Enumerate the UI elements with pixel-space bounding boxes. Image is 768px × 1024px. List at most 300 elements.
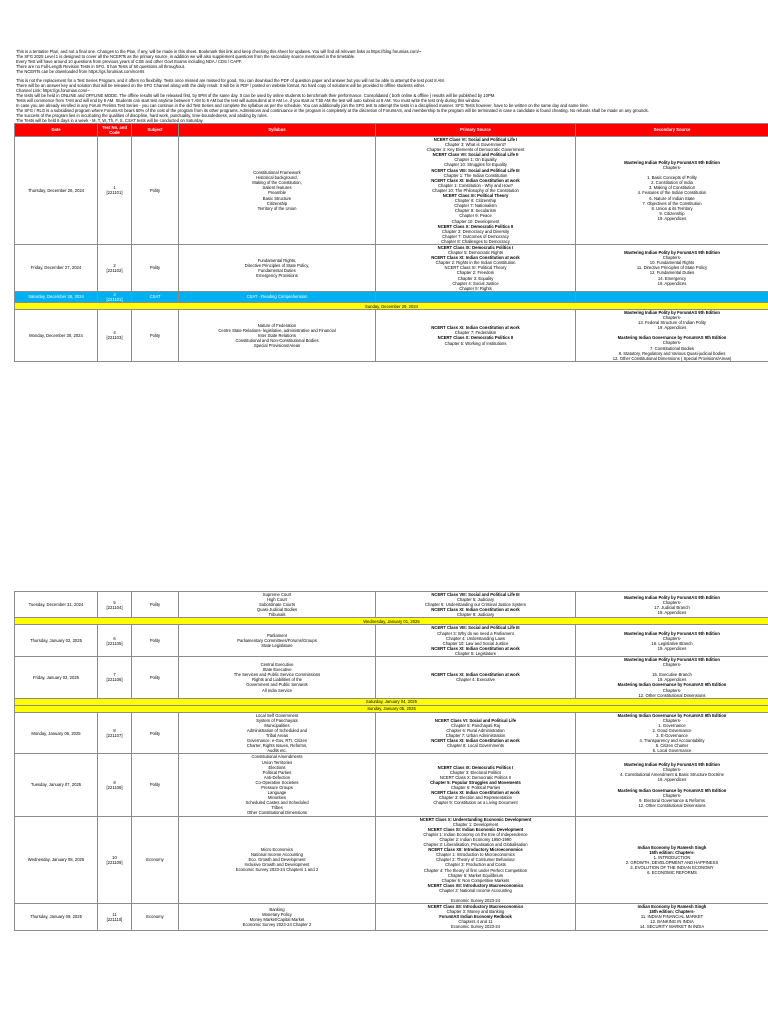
- cell-line: 9. Electoral Governance & Reforms: [639, 797, 705, 803]
- syllabus-cell: [179, 904, 376, 930]
- primary-source-cell: [376, 244, 576, 291]
- cell-line: NCERT Class X: Democratic Politics II: [437, 223, 514, 229]
- cell-line: Chapter 4: Understanding Laws: [446, 635, 505, 641]
- syllabus-cell: [179, 657, 376, 699]
- cell-line: 8. Union & its Territory: [651, 205, 693, 211]
- intro-line: This is not the replacement for a Test Series Program, and it offers no flexibility. Tests once missed are missed for good. You can download the PDF of question paper and answer but you will not be able to attempt the test post 8 AM.: [16, 78, 445, 83]
- cell-line: 2. Good Governance: [652, 727, 692, 733]
- cell-line: Chapter 3: Money and Banking: [446, 909, 505, 915]
- test-code: [221106]: [106, 677, 123, 683]
- cell-line: The Services and Public Service Commissions: [233, 672, 321, 678]
- cell-line: NCERT Class XI: Political Theory: [444, 265, 507, 271]
- cell-line: 19. Appendices: [657, 325, 687, 331]
- cell-line: Nature of Federation: [257, 322, 297, 328]
- cell-line: Administration of Scheduled and: [246, 727, 308, 733]
- cell-line: Central Executive: [260, 662, 294, 668]
- cell-line: System of Panchayats: [256, 717, 298, 723]
- cell-line: NCERT Class VIII: Social and Political Life III: [431, 167, 520, 173]
- subject-cell: Polity: [132, 137, 179, 245]
- csat-row: [15, 291, 768, 302]
- cell-line: 13. Federal Structure of Indian Polity: [638, 320, 706, 326]
- test-no-cell: [98, 592, 132, 618]
- date-cell: Monday, January 06, 2025: [15, 712, 98, 754]
- test-number: 11: [112, 911, 117, 917]
- cell-line: Directive Principles of State Policy,: [244, 262, 310, 268]
- test-no-cell: [98, 244, 132, 291]
- cell-line: 12. Other Constitutional Dimensions: [638, 802, 706, 808]
- header-row: [15, 124, 768, 137]
- test-code: [221104]: [106, 604, 123, 610]
- subject-cell: Polity: [132, 712, 179, 754]
- cell-line: Centre State Relations- legislative, administrative and Financial: [218, 327, 336, 333]
- cell-line: Chapter 2: Indian Economy 1950-1990: [439, 836, 512, 842]
- cell-line: Chapter 5: Democratic Rights: [448, 250, 503, 256]
- date-cell: Friday, January 03, 2025: [15, 657, 98, 699]
- cell-line: 10. Fundamental Rights: [649, 260, 695, 266]
- cell-line: Mastering Indian Governance by ForumIAS 9th Edition: [617, 682, 727, 688]
- cell-line: NCERT Class XI: Indian Constitution at work: [431, 607, 520, 613]
- subject-cell: Polity: [132, 625, 179, 657]
- test-no-cell: [98, 310, 132, 362]
- cell-line: Chapter 1: On Equality: [454, 157, 497, 163]
- header-date: Date: [15, 124, 98, 137]
- secondary-source-cell: [576, 592, 768, 618]
- cell-line: Tribunals: [268, 612, 286, 618]
- cell-line: Chapter 3: Democracy and Diversity: [441, 228, 510, 234]
- secondary-source-cell: [576, 137, 768, 245]
- cell-line: 19. Appendices: [657, 677, 687, 683]
- cell-line: Economic Survey 2023-24: [450, 897, 501, 903]
- holiday-label: Wednesday, January 01, 2025: [15, 618, 768, 625]
- syllabus-cell: [179, 310, 376, 362]
- header-secondary-source: Secondary Source: [576, 124, 768, 137]
- cell-line: Chapter 1: Development: [452, 821, 499, 827]
- cell-line: Chapter 1: The Indian Constitution: [443, 172, 508, 178]
- cell-line: Chapter 8: Challenges to Democracy: [441, 238, 510, 244]
- intro-line: The SFG 2025 Level 1 is designed to cover all the NCERTs as the primary source, in addition we will also supplement questions from the secondary source mentioned in the timetable.: [16, 54, 356, 59]
- cell-line: 15th edition: Chapters-: [649, 909, 695, 915]
- cell-line: 3. Making of Constitution: [648, 185, 696, 191]
- subject-cell: Economy: [132, 904, 179, 930]
- test-row: [15, 754, 768, 816]
- cell-line: Parliament: [266, 633, 287, 639]
- cell-line: Chapter 2: Rights in the Indian Constitution: [435, 260, 516, 266]
- test-number: 10: [112, 854, 117, 860]
- date-cell: Monday, December 30, 2024: [15, 310, 98, 362]
- secondary-source-cell: [576, 291, 768, 302]
- cell-line: 16. Legislative Branch: [651, 640, 693, 646]
- cell-line: Chapter 5: Working of Institutions: [444, 340, 507, 346]
- test-no-cell: [98, 754, 132, 816]
- test-code: [221108]: [106, 785, 123, 790]
- cell-line: Chapter 5: Rights: [459, 285, 492, 291]
- cell-line: Mastering Indian Governance by ForumIAS 9th Edition: [617, 335, 727, 341]
- cell-line: NCERT Class X: Understanding Economic Development: [419, 816, 532, 822]
- cell-line: Inter State Relations: [258, 332, 296, 338]
- test-no-cell: [98, 137, 132, 245]
- cell-line: NCERT Class XI: Indian Constitution at work: [431, 738, 520, 744]
- cell-line: NCERT Class XI: Indian Constitution at work: [431, 645, 520, 651]
- cell-line: Economic Survey 2023-24: [450, 924, 501, 930]
- cell-line: Chapters-: [662, 165, 682, 171]
- cell-line: Chapter 6: Rural Administration: [446, 727, 505, 733]
- header-test-no: Test No. and Code: [98, 124, 132, 137]
- syllabus-cell: [179, 244, 376, 291]
- cell-line: NCERT Class XI: Indian Constitution at work: [431, 255, 520, 261]
- cell-line: Chapter 2: Freedom: [456, 270, 495, 276]
- intro-notes: [14, 49, 768, 123]
- cell-line: Rights and Liabilities of the: [251, 677, 303, 683]
- cell-line: 14. SECURITY MARKET IN INDIA: [639, 924, 705, 930]
- cell-line: 11. Directive Principles of State Policy: [636, 265, 708, 271]
- cell-line: NCERT Class X: Democratic Politics II: [437, 335, 514, 341]
- sheet-page-1: [14, 49, 768, 362]
- cell-line: Historical background,: [256, 175, 298, 181]
- cell-line: 19. Appendices: [657, 777, 687, 783]
- test-number: 5: [113, 599, 116, 605]
- secondary-source-cell: [576, 904, 768, 930]
- cell-line: State Executive: [262, 667, 292, 673]
- cell-line: Government and Public Servants: [246, 682, 308, 688]
- primary-source-cell: [376, 754, 576, 816]
- test-no-cell: [98, 816, 132, 904]
- cell-line: Eco. Growth and Development: [248, 857, 306, 863]
- cell-line: Chapter 6: Non Competitive Markets: [441, 877, 510, 883]
- cell-line: Chapter 10: The Philosophy of the Constitution: [432, 187, 519, 193]
- test-number: 2: [113, 262, 116, 268]
- syllabus-cell: [179, 137, 376, 245]
- test-code: [221105]: [106, 640, 123, 646]
- intro-line: Channel Link: https://gs.forumias.com/~: [16, 88, 90, 93]
- cell-line: 1. Basic Concepts of Polity: [647, 175, 697, 181]
- cell-line: Chapter 9: Constitution as a Living Document: [433, 800, 518, 806]
- timetable-page-1: [14, 123, 768, 362]
- cell-line: Chapter 5: Legislature: [454, 650, 497, 656]
- cell-line: Chapter 2: Theory of Consumer Behaviour: [436, 857, 515, 863]
- cell-line: 2. Constitution of India: [651, 180, 693, 186]
- cell-line: NCERT Class XII: Introductory Microeconomics: [428, 847, 523, 853]
- cell-line: Constitutional Framework: [253, 170, 301, 176]
- test-number: 6: [113, 635, 116, 641]
- cell-line: 4. Constitutional Amendment & Basic Structure Doctrine: [620, 772, 724, 778]
- cell-line: NCERT Class XI: Indian Constitution at work: [431, 325, 520, 331]
- cell-line: Chapter 6: Political Parties: [450, 785, 501, 790]
- test-number: 8: [113, 727, 116, 733]
- cell-line: 17. Judicial Branch: [654, 604, 690, 610]
- cell-line: Economic Survey 2023-24 Chapters 1 and 2: [235, 867, 319, 873]
- secondary-source-cell: [576, 816, 768, 904]
- cell-line: ForumIAS Indian Economy Redbook: [439, 914, 512, 920]
- cell-line: Chapters-: [662, 255, 682, 261]
- subject-cell: Polity: [132, 657, 179, 699]
- cell-line: Mastering Indian Governance by ForumIAS 9th Edition: [617, 787, 727, 793]
- cell-line: Mastering Indian Polity by ForumIAS 9th Edition: [624, 250, 720, 256]
- cell-line: Territory of the Union: [257, 205, 297, 211]
- cell-line: Tribes: [271, 805, 283, 811]
- timetable-page-2: [14, 591, 768, 931]
- cell-line: Chapter 3: Electoral Politics: [449, 769, 502, 775]
- cell-line: Chapter 8: Secularism: [454, 208, 497, 214]
- test-row: [15, 904, 768, 930]
- test-row: [15, 816, 768, 904]
- cell-line: Chapter 4: Social Justice: [452, 280, 499, 286]
- cell-line: Chapter 10: Struggles for Equality: [444, 162, 507, 168]
- cell-line: Fundamental Rights,: [257, 257, 297, 263]
- test-no-cell: [98, 712, 132, 754]
- intro-line: In case you are already enrolled in any Forum Prelims Test Series - you can continue in the old Test Series and complete the syllabus as per the schedule. You can additionally join the SFG test to attempt the tests in a disciplined manner. SFG Tests however, have to be written on the same day and same time.: [16, 103, 589, 108]
- date-cell: Friday, December 27, 2024: [15, 244, 98, 291]
- cell-line: Chapters-: [662, 662, 682, 668]
- secondary-source-cell: [576, 310, 768, 362]
- cell-line: Chapter 8: Local Governments: [446, 743, 505, 749]
- date-cell: Thursday, December 26, 2024: [15, 137, 98, 245]
- cell-line: Mastering Indian Polity by ForumIAS 9th Edition: [624, 630, 720, 636]
- cell-line: 8. Statutory, Regulatory and Various Quasi-judicial bodies: [618, 350, 726, 356]
- cell-line: 6. Nature of Indian State: [649, 195, 695, 201]
- cell-line: Chapter 10: Law and Social Justice: [442, 640, 509, 646]
- test-no-cell: [98, 291, 132, 302]
- cell-line: NCERT Class VI: Social and Political Life I: [433, 137, 518, 142]
- test-no-cell: [98, 657, 132, 699]
- syllabus-cell: [179, 592, 376, 618]
- cell-line: Chapter 10: Development: [451, 218, 500, 224]
- test-code: [221107]: [106, 733, 123, 739]
- cell-line: Micro Economics: [261, 847, 293, 853]
- secondary-source-cell: [576, 244, 768, 291]
- cell-line: Citizenship: [266, 200, 288, 206]
- cell-line: Mastering Indian Polity by ForumIAS 9th Edition: [624, 657, 720, 663]
- cell-line: Municipalities: [264, 722, 290, 728]
- cell-line: Chapters-: [662, 599, 682, 605]
- cell-line: Economic Survey 2023-24 Chapter 2: [242, 921, 312, 927]
- cell-line: Tribal Areas: [265, 733, 289, 739]
- cell-line: Chapter 5: Popular Struggles and Movements: [430, 779, 521, 785]
- cell-line: Chapter 6: Understanding our Criminal Justice System: [424, 602, 526, 608]
- holiday-row: [15, 618, 768, 625]
- test-code: [221110]: [106, 916, 123, 922]
- cell-line: 11. INDIAN FINANCIAL MARKET: [640, 914, 704, 920]
- cell-line: NCERT Class XI: Political Theory: [442, 193, 509, 199]
- cell-line: Chapter 4: Executive: [456, 677, 495, 683]
- cell-line: Chapter 3: Equality: [457, 275, 494, 281]
- cell-line: Chapters-: [662, 717, 682, 723]
- test-number: 1: [113, 185, 116, 191]
- cell-line: Emergency Provisions: [256, 272, 298, 278]
- cell-line: Chapter 7: Outcomes of Democracy: [442, 233, 509, 239]
- cell-line: Chapter 7: Federalism: [454, 330, 497, 336]
- cell-line: Audits etc.: [267, 748, 287, 754]
- cell-line: 12. BANKING IN INDIA: [650, 919, 694, 925]
- intro-line: This is a tentative Plan, and not a final one. Changes to the Plan, if any, will be made in this sheet. Bookmark this link and keep checking this sheet for updates. You will find all relevant links at https://blog.forumias.com/~: [16, 49, 422, 54]
- cell-line: NCERT Class IX: Democratic Politics I: [437, 244, 514, 250]
- cell-line: Chapter 1: Introduction to Microeconomics: [436, 852, 515, 858]
- test-number: 4: [113, 330, 116, 336]
- test-no-cell: [98, 904, 132, 930]
- primary-source-cell: [376, 625, 576, 657]
- cell-line: 14. Emergency: [657, 275, 687, 281]
- cell-line: Chapter 1: Constitution - Why and How?: [438, 182, 513, 188]
- test-no-cell: [98, 625, 132, 657]
- holiday-row: [15, 303, 768, 310]
- cell-line: Chapters-: [662, 792, 682, 798]
- subject-cell: CSAT: [132, 291, 179, 302]
- cell-line: Basic Structure: [262, 195, 292, 201]
- cell-line: Inclusive Growth and Development: [244, 862, 310, 868]
- cell-line: Chapter 7: Urban Administration: [445, 733, 506, 739]
- cell-line: Supreme Court: [262, 592, 292, 597]
- cell-line: Quasi-Judicial Bodies: [256, 607, 298, 613]
- cell-line: 15. Executive Branch: [652, 672, 692, 678]
- holiday-label: Sunday, January 05, 2025: [15, 705, 768, 712]
- cell-line: Chapter 5: Judiciary: [456, 597, 495, 603]
- intro-line: There are no Full-Length Revision Tests in SFG. It has Tests of 50 questions all throughout.: [16, 64, 186, 69]
- cell-line: NCERT Class XI: Indian Constitution at work: [431, 672, 520, 678]
- primary-source-cell: [376, 657, 576, 699]
- cell-line: NCERT Class XI: Indian Constitution at work: [431, 790, 520, 796]
- cell-line: 3. E-Governance: [656, 733, 688, 739]
- cell-line: 19. Appendices: [657, 609, 687, 615]
- cell-line: Chapters-: [662, 767, 682, 773]
- intro-line: The Tests will be held 6 days in a week - M, T, W, Th, F, S. CSAT tests will be conducted on Saturday.: [16, 118, 204, 123]
- cell-line: Chapter 6: Judiciary: [456, 612, 495, 618]
- cell-line: Making of the Constitution,: [252, 180, 302, 186]
- cell-line: Money Market/Capital Market: [249, 916, 305, 922]
- cell-line: NCERT Class XII: Introductory Macroeconomics: [427, 904, 524, 910]
- primary-source-cell: [376, 904, 576, 930]
- test-code: [221101]: [106, 296, 123, 302]
- cell-line: Constitutional and Non-Constitutional Bodies: [235, 337, 319, 343]
- cell-line: 7. Objectives of the Constitution: [642, 200, 702, 206]
- test-row: [15, 712, 768, 754]
- cell-line: 15th edition: Chapters-: [649, 849, 695, 855]
- cell-line: Salient features: [262, 185, 292, 191]
- cell-line: Chapter 3: Liberalisation, Privatisation and Globalisation: [423, 842, 528, 848]
- secondary-source-cell: [576, 625, 768, 657]
- holiday-label: Sunday, December 29, 2024: [15, 303, 768, 310]
- intro-line: There will be an answer key and solution that will be released on the SFG Channel along with the daily result. It will be in PDF / posted on website format. No hard copy of solutions will be provided to offline students either.: [16, 83, 426, 88]
- test-code: [221101]: [106, 190, 123, 196]
- cell-line: NCERT Class XI: Indian Constitution at work: [431, 177, 520, 183]
- cell-line: Fundamental Duties: [258, 267, 296, 273]
- header-primary-source: Primary Source: [376, 124, 576, 137]
- subject-cell: Economy: [132, 816, 179, 904]
- cell-line: Chapters-: [662, 315, 682, 321]
- cell-line: Constitutional Amendments: [251, 754, 303, 760]
- primary-source-cell: [376, 712, 576, 754]
- cell-line: Chapter 2: National Income Accounting: [439, 887, 512, 893]
- cell-line: Parliamentary Committees/Forums/Groups: [237, 638, 317, 644]
- primary-source-cell: [376, 137, 576, 245]
- cell-line: NCERT Class X: Democratic Politics II: [439, 774, 512, 780]
- secondary-source-cell: [576, 657, 768, 699]
- cell-line: Mastering Indian Polity by ForumIAS 9th Edition: [624, 594, 720, 600]
- cell-line: High Court: [266, 597, 287, 603]
- cell-line: NCERT Class XI: Indian Economic Development: [427, 826, 524, 832]
- cell-line: Banking: [269, 906, 285, 912]
- cell-line: Mastering Indian Polity by ForumIAS 9th Edition: [624, 310, 720, 315]
- intro-line: The NCERTs can be downloaded from https://gs.forumias.com/ncerts: [16, 69, 145, 74]
- cell-line: Anti-Defection: [263, 774, 291, 780]
- cell-line: Chapter 3: What is Government?: [444, 142, 507, 148]
- cell-line: NCERT Class XII: Introductory Macroeconomics: [427, 882, 524, 888]
- date-cell: Tuesday, December 31, 2024: [15, 592, 98, 618]
- cell-line: 1. INTRODUCTION: [653, 854, 691, 860]
- cell-line: Minorities: [268, 795, 286, 801]
- cell-line: 5. Citizen Charter: [655, 743, 689, 749]
- cell-line: 19. Appendices: [657, 645, 687, 651]
- date-cell: Tuesday, January 07, 2025: [15, 754, 98, 816]
- cell-line: Mastering Indian Polity by ForumIAS 9th Edition: [624, 762, 720, 768]
- cell-line: 12. Fundamental Duties: [649, 270, 695, 276]
- cell-line: Chapter 3: Production and Costs: [445, 862, 506, 868]
- cell-line: Charter, Rights Issues, Reforms,: [246, 743, 308, 749]
- test-row: [15, 592, 768, 618]
- cell-line: Subordinate Courts: [258, 602, 296, 608]
- intro-line: The success of the program lies in inculcating the qualities of discipline, hard work, punctuality, time-boundedness, and abiding by rules.: [16, 113, 268, 118]
- cell-line: Chapter 7: Nationalism: [454, 203, 497, 209]
- cell-line: Monetary Policy: [262, 911, 292, 917]
- cell-line: Chapters-: [662, 687, 682, 693]
- subject-cell: Polity: [132, 754, 179, 816]
- secondary-source-cell: [576, 754, 768, 816]
- cell-line: 1. Governance: [658, 722, 686, 728]
- cell-line: 6. ECONOMIC REFORMS: [647, 870, 697, 875]
- cell-line: Union Territories: [261, 759, 293, 765]
- cell-line: 2. GROWTH, DEVELOPMENT AND HAPPINESS: [625, 859, 719, 865]
- cell-line: Chapter 5: Panchayati Raj: [451, 722, 500, 728]
- cell-line: Chapters-: [662, 340, 682, 346]
- cell-line: 4. Transparency and Accountability: [639, 738, 705, 744]
- cell-line: Chapter 9: Peace: [459, 213, 492, 219]
- cell-line: 6. Local Governance: [652, 748, 692, 754]
- intro-line: The SFG / RLG is a subsidised program where ForumIAS bears 60% of the cost of the program from its other programs. Admissions and continuance in the program is completely at the discretion of ForumIAS, and membership to the program will be terminated in case a candidate is found cheating. No refunds shall be made on any grounds.: [16, 108, 649, 113]
- cell-line: Special Provisions/Areas: [253, 343, 301, 349]
- cell-line: 4. Features of the Indian Constitution: [637, 190, 707, 196]
- subject-cell: Polity: [132, 244, 179, 291]
- primary-source-cell: [376, 592, 576, 618]
- date-cell: Thursday, January 09, 2025: [15, 904, 98, 930]
- test-code: [221103]: [106, 335, 123, 341]
- intro-line: Tests will commence from 7AM and will end by 8 AM. Students can start test anytime between 7 AM to 8 AM but the test will autosubmit at 8 AM i.e. if you start at 7:50 AM the test will auto submit at 8 AM. You must write the test only during this window.: [16, 98, 481, 103]
- cell-line: Chapters-: [662, 635, 682, 641]
- test-number: 9: [113, 779, 116, 785]
- cell-line: Other Constitutional Dimensions: [246, 810, 308, 816]
- cell-line: Indian Economy by Ramesh Singh: [637, 904, 707, 910]
- test-number: 3: [113, 291, 116, 297]
- test-row: [15, 625, 768, 657]
- cell-line: 19. Appendices: [657, 215, 687, 221]
- cell-line: National Income Accounting: [251, 852, 303, 858]
- cell-line: Co-Operative Societies: [255, 779, 299, 785]
- cell-line: Chapter 3: Election and Representation: [438, 795, 513, 801]
- syllabus-cell: [179, 712, 376, 754]
- date-cell: Thursday, January 02, 2025: [15, 625, 98, 657]
- cell-line: Mastering Indian Polity by ForumIAS 9th Edition: [624, 159, 720, 165]
- date-cell: Saturday, December 28, 2024: [15, 291, 98, 302]
- cell-line: Elections: [268, 764, 286, 770]
- subject-cell: Polity: [132, 592, 179, 618]
- primary-source-cell: [376, 816, 576, 904]
- cell-line: 12. Other Constitutional Dimensions ( Special Provisions/Areas): [612, 355, 732, 361]
- cell-line: 12. Other Constitutional Dimensions: [638, 692, 706, 698]
- holiday-row: [15, 705, 768, 712]
- header-subject: Subject: [132, 124, 179, 137]
- cell-line: NCERT Class VI: Social and Political Life: [434, 717, 517, 723]
- holiday-row: [15, 698, 768, 705]
- syllabus-cell: [179, 625, 376, 657]
- test-row: [15, 244, 768, 291]
- test-row: [15, 310, 768, 362]
